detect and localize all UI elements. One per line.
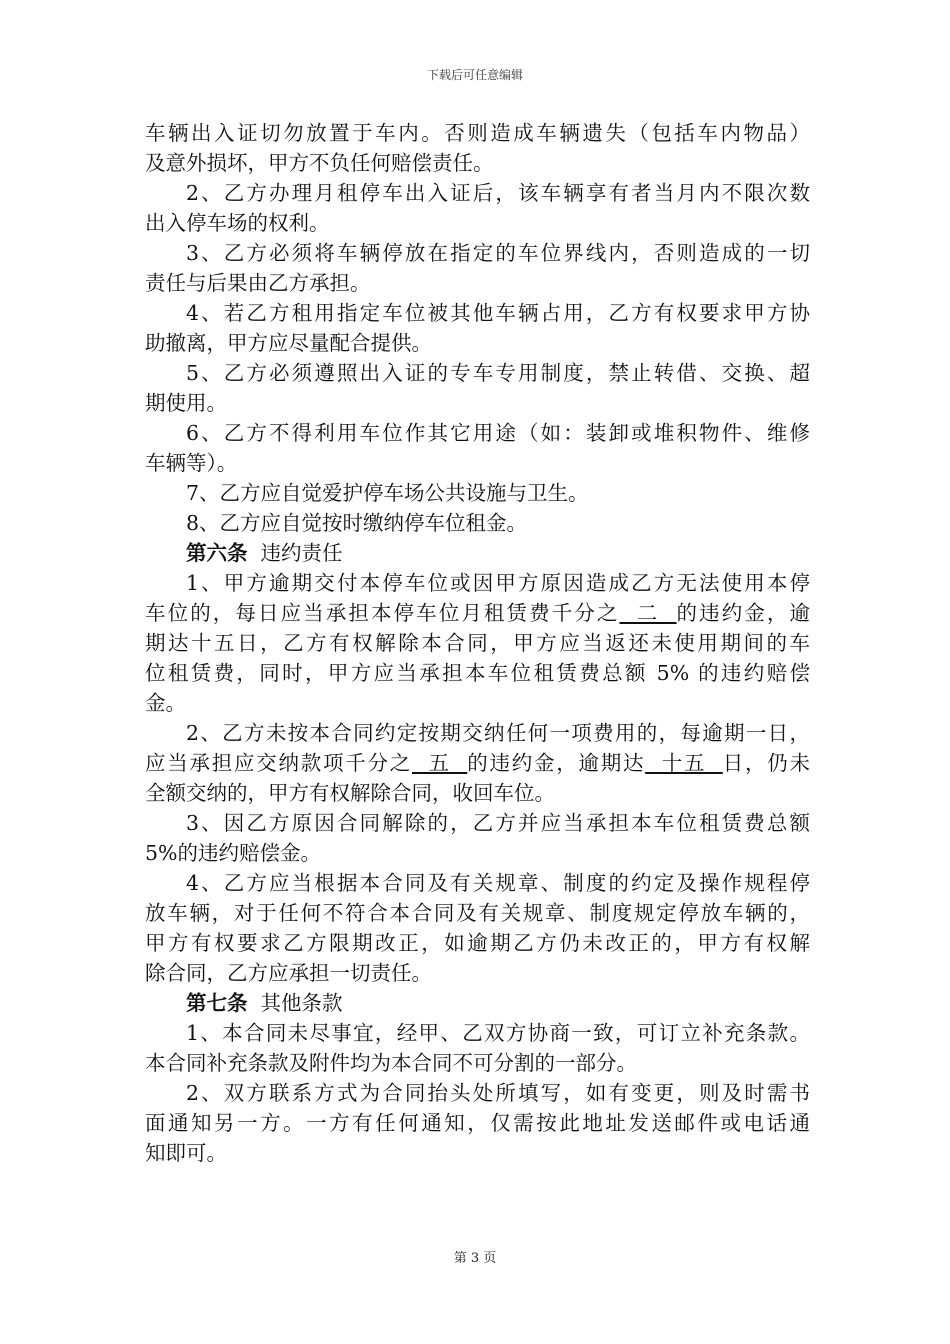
text-segment: 甲方有权要求乙方限期改正，如逾期乙方仍未改正的，甲方有权解: [145, 931, 810, 955]
text-line: [145, 448, 810, 478]
text-line: [145, 298, 810, 328]
text-segment: 期使用。: [145, 391, 227, 415]
text-line: [145, 718, 810, 748]
text-line: [145, 1138, 810, 1168]
text-line: [145, 808, 810, 838]
text-segment: 本合同补充条款及附件均为本合同不可分割的一部分。: [145, 1051, 637, 1075]
text-line: [145, 118, 810, 148]
text-segment: 日，仍未: [722, 751, 810, 775]
text-line: [145, 418, 810, 448]
text-line: [145, 178, 810, 208]
text-line: [145, 268, 810, 298]
text-segment: 2、乙方未按本合同约定按期交纳任何一项费用的，每逾期一日，: [186, 721, 810, 745]
text-line: [145, 658, 810, 688]
text-line: [145, 358, 810, 388]
text-line: [145, 958, 810, 988]
text-line: [145, 928, 810, 958]
text-line: [145, 1018, 810, 1048]
text-line: [145, 898, 810, 928]
text-segment: 责任与后果由乙方承担。: [145, 271, 371, 295]
text-segment: 车位的，每日应当承担本停车位月租赁费千分之: [145, 601, 620, 625]
text-segment: 5、乙方必须遵照出入证的专车专用制度，禁止转借、交换、超: [186, 361, 810, 385]
text-segment: 除合同，乙方应承担一切责任。: [145, 961, 432, 985]
text-line: [145, 778, 810, 808]
text-segment: 3、因乙方原因合同解除的，乙方并应当承担本车位租赁费总额: [186, 811, 810, 835]
text-line: [145, 598, 810, 628]
text-segment: 车辆等）。: [145, 451, 238, 475]
text-segment: 及意外损坏，甲方不负任何赔偿责任。: [145, 151, 494, 175]
filled-blank: 二: [619, 601, 677, 625]
text-line: [145, 568, 810, 598]
article-heading: 第六条: [186, 541, 248, 565]
text-line: [145, 868, 810, 898]
document-body: [145, 118, 810, 1168]
text-line: [145, 388, 810, 418]
page-number: 第 3 页: [453, 1251, 497, 1266]
page-header: 下载后可任意编辑: [426, 68, 523, 82]
text-line: [145, 748, 810, 778]
text-segment: 2、乙方办理月租停车出入证后，该车辆享有者当月内不限次数: [186, 181, 810, 205]
text-line: [145, 1108, 810, 1138]
text-segment: 位租赁费，同时，甲方应当承担本车位租赁费总额 5% 的违约赔偿: [145, 661, 810, 685]
text-line: [145, 328, 810, 358]
text-segment: 8、乙方应自觉按时缴纳停车位租金。: [186, 511, 528, 535]
text-segment: 违约责任: [247, 541, 343, 565]
text-segment: 知即可。: [145, 1141, 227, 1165]
text-line: [145, 628, 810, 658]
text-line: [145, 988, 810, 1018]
text-segment: 1、本合同未尽事宜，经甲、乙双方协商一致，可订立补充条款。: [186, 1021, 810, 1045]
text-segment: 6、乙方不得利用车位作其它用途（如：装卸或堆积物件、维修: [186, 421, 810, 445]
text-segment: 4、乙方应当根据本合同及有关规章、制度的约定及操作规程停: [186, 871, 810, 895]
text-segment: 的违约金，逾期达: [467, 751, 646, 775]
text-line: [145, 538, 810, 568]
filled-blank: 五: [411, 751, 468, 775]
text-segment: 出入停车场的权利。: [145, 211, 330, 235]
text-segment: 面通知另一方。一方有任何通知，仅需按此地址发送邮件或电话通: [145, 1111, 810, 1135]
text-line: [145, 508, 810, 538]
text-segment: 应当承担应交纳款项千分之: [145, 751, 412, 775]
text-segment: 2、双方联系方式为合同抬头处所填写，如有变更，则及时需书: [186, 1081, 810, 1105]
text-line: [145, 838, 810, 868]
text-line: [145, 148, 810, 178]
text-segment: 全额交纳的，甲方有权解除合同，收回车位。: [145, 781, 555, 805]
text-segment: 放车辆，对于任何不符合本合同及有关规章、制度规定停放车辆的，: [145, 901, 810, 925]
text-segment: 4、若乙方租用指定车位被其他车辆占用，乙方有权要求甲方协: [186, 301, 810, 325]
text-line: [145, 238, 810, 268]
text-segment: 7、乙方应自觉爱护停车场公共设施与卫生。: [186, 481, 589, 505]
text-segment: 金。: [145, 691, 186, 715]
text-segment: 3、乙方必须将车辆停放在指定的车位界线内，否则造成的一切: [186, 241, 810, 265]
text-line: [145, 1078, 810, 1108]
text-line: [145, 1048, 810, 1078]
filled-blank: 十五: [645, 751, 723, 775]
text-line: [145, 208, 810, 238]
text-line: [145, 688, 810, 718]
text-segment: 期达十五日，乙方有权解除本合同，甲方应当返还未使用期间的车: [145, 631, 810, 655]
text-segment: 助撤离，甲方应尽量配合提供。: [145, 331, 432, 355]
text-segment: 其他条款: [247, 991, 343, 1015]
text-segment: 的违约金，逾: [676, 601, 810, 625]
article-heading: 第七条: [186, 991, 248, 1015]
text-segment: 1、甲方逾期交付本停车位或因甲方原因造成乙方无法使用本停: [186, 571, 810, 595]
text-segment: 车辆出入证切勿放置于车内。否则造成车辆遗失（包括车内物品）: [145, 121, 810, 145]
text-segment: 5%的违约赔偿金。: [145, 841, 322, 865]
text-line: [145, 478, 810, 508]
